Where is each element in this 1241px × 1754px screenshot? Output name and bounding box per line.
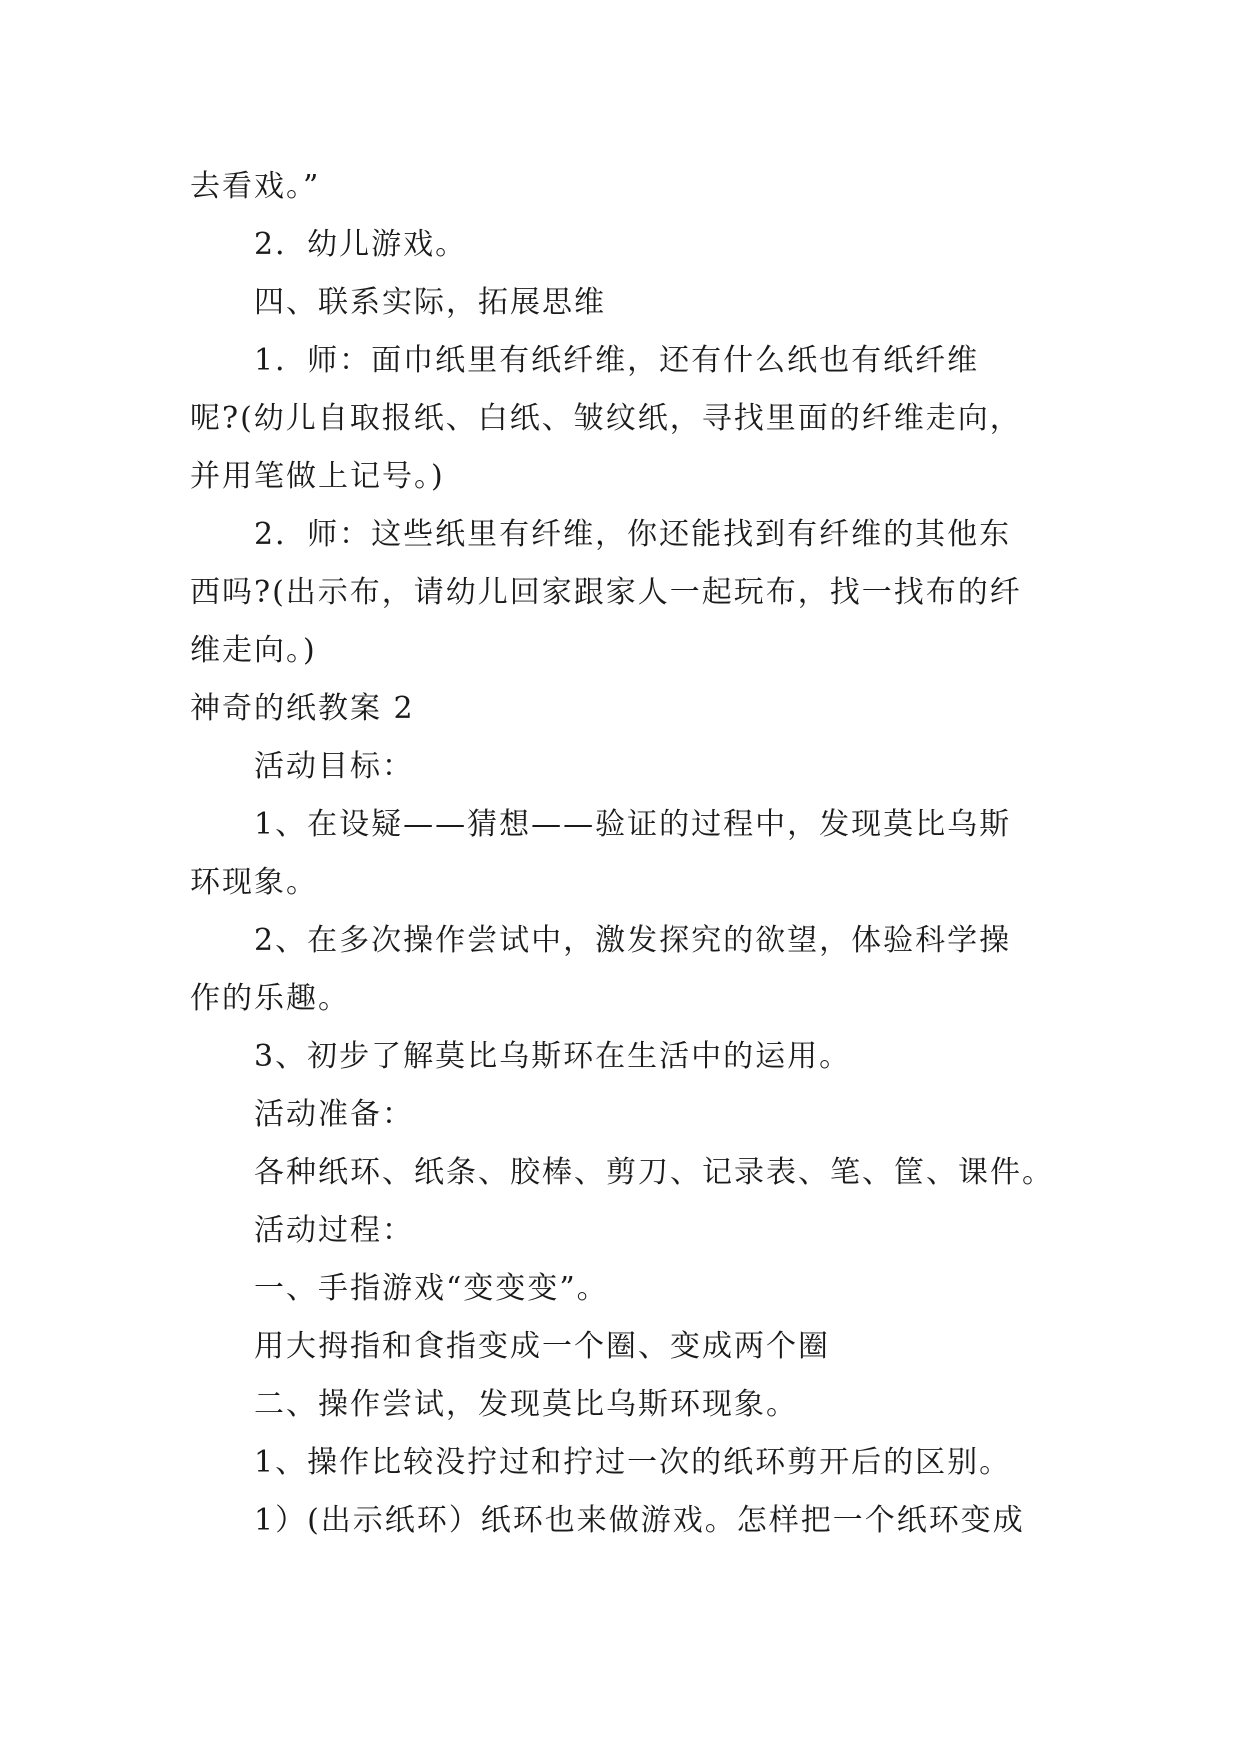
paragraph-line: 1）(出示纸环）纸环也来做游戏。怎样把一个纸环变成 [254,1503,1025,1538]
paragraph-line: 维走向。) [190,633,317,668]
section-heading: 四、联系实际，拓展思维 [254,285,606,320]
paragraph-line: 去看戏。” [190,169,321,204]
paragraph-line: 2．师：这些纸里有纤维，你还能找到有纤维的其他东 [254,517,1012,552]
paragraph-line: 1．师：面巾纸里有纸纤维，还有什么纸也有纸纤维 [254,343,980,378]
paragraph-line: 3、初步了解莫比乌斯环在生活中的运用。 [254,1039,852,1074]
paragraph-line: 环现象。 [190,865,318,900]
document-body [190,158,1060,1550]
section-heading: 活动准备： [254,1097,414,1132]
paragraph-line: 西吗?(出示布，请幼儿回家跟家人一起玩布，找一找布的纤 [190,575,1022,610]
paragraph-line: 1、在设疑——猜想——验证的过程中，发现莫比乌斯 [254,807,1012,842]
paragraph-line: 作的乐趣。 [190,981,350,1016]
paragraph-line: 二、操作尝试，发现莫比乌斯环现象。 [254,1387,798,1422]
paragraph-line: 并用笔做上记号。) [190,459,445,494]
document-title: 神奇的纸教案 2 [190,691,415,726]
paragraph-line: 2．幼儿游戏。 [254,227,468,262]
section-heading: 活动过程： [254,1213,414,1248]
paragraph-line: 呢?(幼儿自取报纸、白纸、皱纹纸，寻找里面的纤维走向， [190,401,1022,436]
paragraph-line: 用大拇指和食指变成一个圈、变成两个圈 [254,1329,830,1364]
paragraph-line: 2、在多次操作尝试中，激发探究的欲望，体验科学操 [254,923,1012,958]
paragraph-line: 一、手指游戏“变变变”。 [254,1271,609,1306]
paragraph-line: 各种纸环、纸条、胶棒、剪刀、记录表、笔、筐、课件。 [254,1155,1054,1190]
paragraph-line: 1、操作比较没拧过和拧过一次的纸环剪开后的区别。 [254,1445,1012,1480]
section-heading: 活动目标： [254,749,414,784]
